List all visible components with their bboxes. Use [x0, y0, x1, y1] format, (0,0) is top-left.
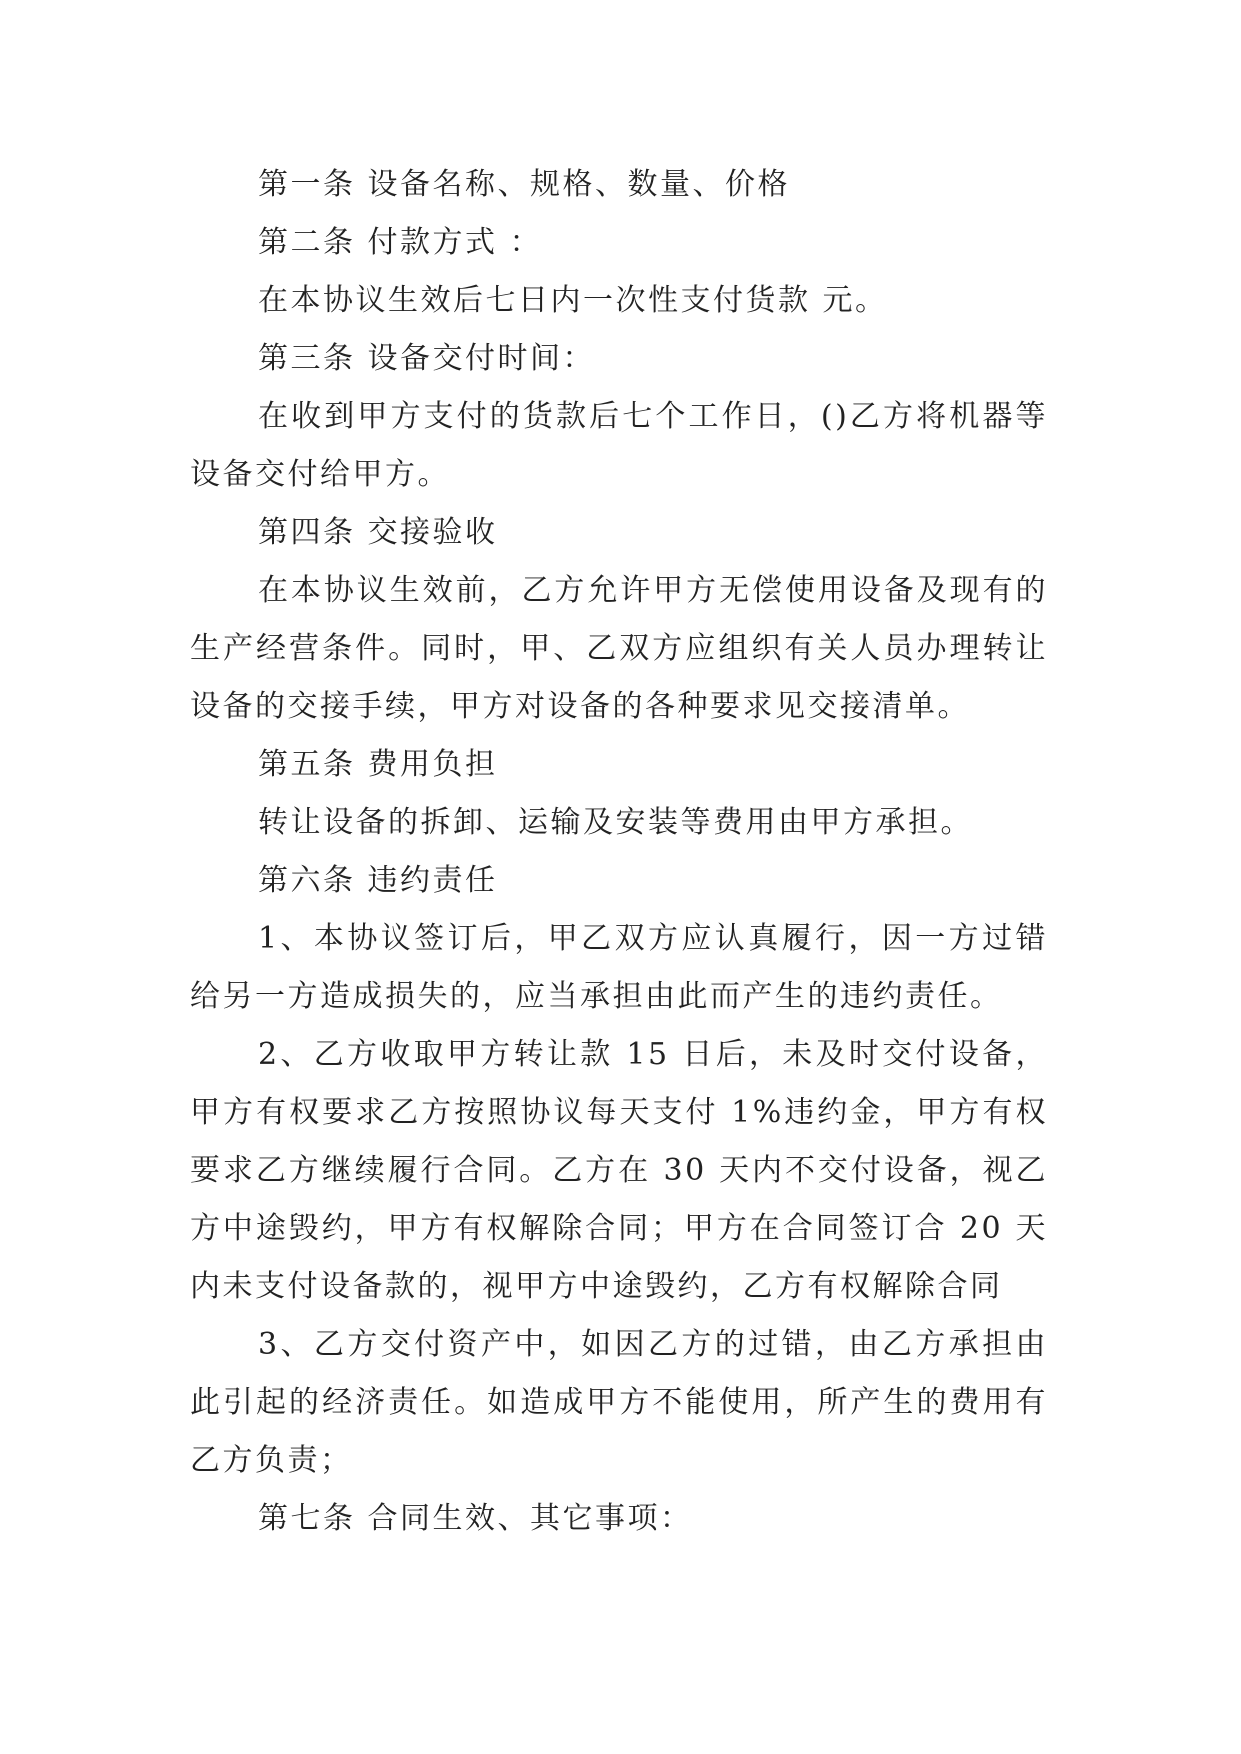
article-3-heading: 第三条 设备交付时间： [258, 341, 596, 376]
article-5-text: 转让设备的拆卸、运输及安装等费用由甲方承担。 [258, 805, 973, 840]
article-4-text: 在本协议生效前，乙方允许甲方无偿使用设备及现有的生产经营条件。同时，甲、乙双方应组织有关人员办理转让设备的交接手续，甲方对设备的各种要求见交接清单。 [190, 573, 1048, 724]
article-5-heading: 第五条 费用负担 [258, 747, 498, 782]
article-6-clause-1: 1、本协议签订后，甲乙双方应认真履行，因一方过错给另一方造成损失的，应当承担由此而产生的违约责任。 [190, 921, 1048, 1014]
article-3-text: 在收到甲方支付的货款后七个工作日，()乙方将机器等设备交付给甲方。 [190, 399, 1048, 492]
article-2-heading: 第二条 付款方式 ： [258, 225, 543, 260]
article-6-heading: 第六条 违约责任 [258, 863, 498, 898]
document-body [190, 156, 1048, 1548]
article-7-heading: 第七条 合同生效、其它事项： [258, 1501, 693, 1536]
article-1-heading: 第一条 设备名称、规格、数量、价格 [258, 167, 791, 202]
article-2-text: 在本协议生效后七日内一次性支付货款 元。 [258, 283, 888, 318]
article-4-heading: 第四条 交接验收 [258, 515, 498, 550]
article-6-clause-3: 3、乙方交付资产中，如因乙方的过错，由乙方承担由此引起的经济责任。如造成甲方不能使用，所产生的费用有乙方负责； [190, 1327, 1048, 1478]
article-6-clause-2: 2、乙方收取甲方转让款 15 日后，未及时交付设备，甲方有权要求乙方按照协议每天支付 1%违约金，甲方有权要求乙方继续履行合同。乙方在 30 天内不交付设备，视乙方中途毁约，甲方有权解除合同；甲方在合同签订合 20 天内未支付设备款的，视甲方中途毁约，乙方有权解除合同 [190, 1037, 1048, 1304]
